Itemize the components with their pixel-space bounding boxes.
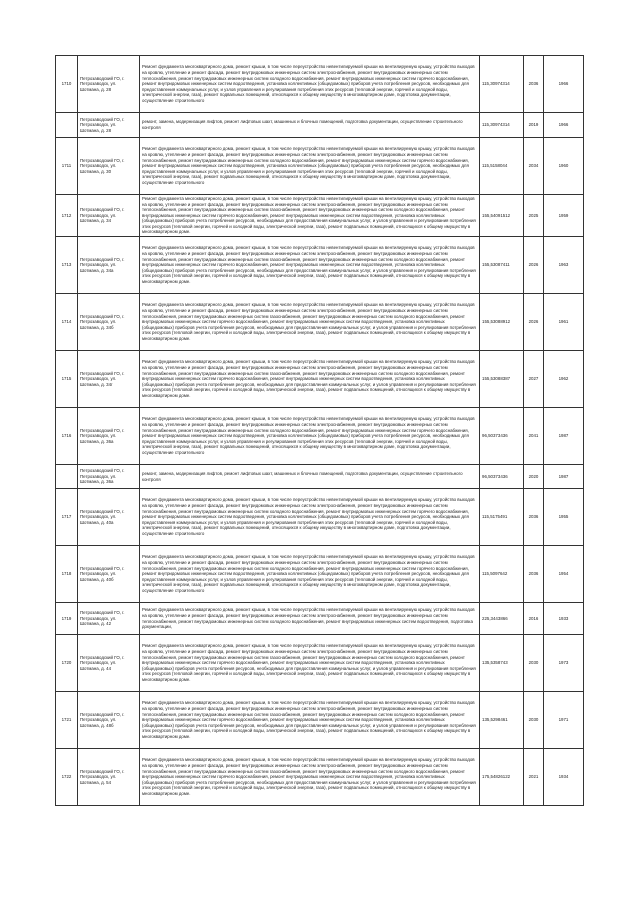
address-cell-text: Петрозаводский ГО, г. Петрозаводск, ул. Шотмана, д. 40а [80,508,125,525]
planned-year-cell [524,546,544,603]
build-year-cell [544,237,584,294]
planned-year-cell-text: 2016 [528,615,539,621]
address-cell-text: Петрозаводский ГО, г. Петрозаводск, ул. Шотмана, д. 34г [80,370,125,387]
address-cell [78,195,140,237]
table-row [56,465,584,489]
address-cell [78,138,140,195]
cost-cell [480,749,524,806]
planned-year-cell-text: 2026 [528,262,539,268]
works-description-cell [140,195,480,237]
row-number [56,749,78,806]
works-description-cell-text: Ремонт фундамента многоквартирного дома, ремонт крыши, в том числе переустройство невентилируемой крыши на вентилируемую крышу, устройство выходов на кровлю, утепление и ремонт фасада, ремонт внутридомовых инженерных систем электроснабжения, ремонт внутридомовых инженерных систем теплоснабжения, ремонт внутридомовых инженерных систем холодного водоснабжения, ремонт внутридомовых инженерных систем горячего водоснабжения, ремонт внутридомовых инженерных систем водоотведения, установка коллективных (общедомовых) приборов учета потребления ресурсов, необходимых для предоставления коммунальных услуг, и узлов управления и регулирования потребления этих ресурсов (тепловой энергии, горячей и холодной воды, электрической энергии, газа), ремонт подвальных помещений, относящихся к общему имуществу в многоквартирном доме, подготовка документации, осуществление строительного [142,416,475,455]
build-year-cell-text: 1954 [558,571,569,577]
cost-cell-text: 115,5175491 [482,514,508,520]
cost-cell-text: 155,53087411 [482,262,510,268]
works-description-cell [140,603,480,635]
row-number [56,138,78,195]
planned-year-cell [524,294,544,351]
table-row [56,635,584,692]
table-row [56,351,584,408]
row-number-text: 1721 [61,717,72,723]
planned-year-cell [524,465,544,489]
build-year-cell [544,603,584,635]
address-cell-text: Петрозаводский ГО, г. Петрозаводск, ул. Шотмана, д. 36а [80,427,125,444]
cost-cell [480,603,524,635]
works-description-cell-text: Ремонт фундамента многоквартирного дома, ремонт крыши, в том числе переустройство невентилируемой крыши на вентилируемую крышу, устройство выходов на кровлю, утепление и ремонт фасада, ремонт внутридомовых инженерных систем электроснабжения, ремонт внутридомовых инженерных систем теплоснабжения, ремонт внутридомовых инженерных систем газоснабжения, ремонт внутридомовых инженерных систем холодного водоснабжения, ремонт внутридомовых инженерных систем горячего водоснабжения, ремонт внутридомовых инженерных систем водоотведения, установка коллективных (общедомовых) приборов учета потребления ресурсов, необходимых для предоставления коммунальных услуг, и узлов управления и регулирования потребления этих ресурсов (тепловой энергии, горячей и холодной воды, электрической энергии, газа), ремонт подвальных помещений, относящихся к общему имуществу в многоквартирном доме. [142,700,476,739]
build-year-cell-text: 1955 [558,514,569,520]
build-year-cell-text: 1934 [558,774,569,780]
address-cell-text: Петрозаводский ГО, г. Петрозаводск, ул. Шотмана, д. 42 [80,610,125,627]
table-row [56,56,584,113]
works-description-cell-text: ремонт, замена, модернизация лифтов, ремонт лифтовых шахт, машинных и блочных помещений, подготовка документации, осуществление строительного контроля [142,470,463,482]
cost-cell [480,56,524,113]
row-number [56,351,78,408]
address-cell-text: Петрозаводский ГО, г. Петрозаводск, ул. Шотмана, д. 34б [80,313,125,330]
table-row [56,294,584,351]
row-number [56,489,78,546]
cost-cell-text: 96,50373436 [482,433,508,439]
works-description-cell [140,351,480,408]
address-cell [78,635,140,692]
address-cell [78,489,140,546]
address-cell [78,749,140,806]
planned-year-cell [524,113,544,138]
row-number-text: 1719 [61,615,72,621]
row-number-text: 1717 [61,514,72,520]
address-cell-text: Петрозаводский ГО, г. Петрозаводск, ул. Шотмана, д. 48б [80,711,125,728]
cost-cell-text: 155,53088387 [482,376,511,382]
build-year-cell-text: 1987 [558,433,569,439]
works-description-cell [140,237,480,294]
works-description-cell-text: Ремонт фундамента многоквартирного дома, ремонт крыши, в том числе переустройство невентилируемой крыши на вентилируемую крышу, устройство выходов на кровлю, утепление и ремонт фасада, ремонт внутридомовых инженерных систем электроснабжения, ремонт внутридомовых инженерных систем теплоснабжения, ремонт внутридомовых инженерных систем газоснабжения, ремонт внутридомовых инженерных систем холодного водоснабжения, ремонт внутридомовых инженерных систем горячего водоснабжения, ремонт внутридомовых инженерных систем водоотведения, установка коллективных (общедомовых) приборов учета потребления ресурсов, необходимых для предоставления коммунальных услуг, и узлов управления и регулирования потребления этих ресурсов (тепловой энергии, горячей и холодной воды, электрической энергии, газа), ремонт подвальных помещений, относящихся к общему имуществу в многоквартирном доме. [142,302,476,341]
address-cell-text: Петрозаводский ГО, г. Петрозаводск, ул. Шотмана, д. 34 [80,207,125,224]
row-number [56,408,78,465]
row-number-text: 1715 [61,376,72,382]
row-number-text: 1718 [61,571,72,577]
build-year-cell [544,195,584,237]
address-cell-text: Петрозаводский ГО, г. Петрозаводск, ул. Шотмана, д. 30 [80,157,125,174]
cost-cell [480,408,524,465]
cost-cell-text: 175,54826122 [482,774,511,780]
cost-cell [480,113,524,138]
row-number-text: 1722 [61,774,72,780]
build-year-cell [544,465,584,489]
address-cell [78,465,140,489]
build-year-cell-text: 1962 [558,376,569,382]
planned-year-cell-text: 2025 [528,212,539,218]
build-year-cell-text: 1959 [558,212,569,218]
build-year-cell [544,489,584,546]
cost-cell-text: 115,30974314 [482,81,510,87]
address-cell [78,546,140,603]
cost-cell-text: 155,54091512 [482,212,511,218]
build-year-cell [544,546,584,603]
address-cell-text: Петрозаводский ГО, г. Петрозаводск, ул. Шотмана, д. 36а [80,468,125,485]
cost-cell-text: 96,50373436 [482,473,508,479]
row-number-text: 1711 [61,163,72,169]
address-cell [78,692,140,749]
planned-year-cell [524,635,544,692]
cost-cell [480,138,524,195]
planned-year-cell-text: 2019 [528,122,539,128]
cost-cell [480,195,524,237]
works-description-cell-text: Ремонт фундамента многоквартирного дома, ремонт крыши, в том числе переустройство невентилируемой крыши на вентилируемую крышу, устройство выходов на кровлю, утепление и ремонт фасада, ремонт внутридомовых инженерных систем электроснабжения, ремонт внутридомовых инженерных систем теплоснабжения, ремонт внутридомовых инженерных систем холодного водоснабжения, ремонт внутридомовых инженерных систем горячего водоснабжения, ремонт внутридомовых инженерных систем водоотведения, установка коллективных (общедомовых) приборов учета потребления ресурсов, необходимых для предоставления коммунальных услуг, и узлов управления и регулирования потребления этих ресурсов (тепловой энергии, горячей и холодной воды, электрической энергии, газа), ремонт подвальных помещений, относящихся к общему имуществу в многоквартирном доме, подготовка документации, осуществление строительного [142,497,475,536]
works-description-cell [140,749,480,806]
table-row [56,489,584,546]
cost-cell [480,692,524,749]
cost-cell-text: 135,5298461 [482,717,508,723]
works-description-cell [140,692,480,749]
works-description-cell-text: Ремонт фундамента многоквартирного дома, ремонт крыши, в том числе переустройство невентилируемой крыши на вентилируемую крышу, устройство выходов на кровлю, утепление и ремонт фасада, ремонт внутридомовых инженерных систем электроснабжения, ремонт внутридомовых инженерных систем теплоснабжения, ремонт внутридомовых инженерных систем газоснабжения, ремонт внутридомовых инженерных систем холодного водоснабжения, ремонт внутридомовых инженерных систем горячего водоснабжения, ремонт внутридомовых инженерных систем водоотведения, установка коллективных (общедомовых) приборов учета потребления ресурсов, необходимых для предоставления коммунальных услуг, и узлов управления и регулирования потребления этих ресурсов (тепловой энергии, горячей и холодной воды, электрической энергии, газа), ремонт подвальных помещений, относящихся к общему имуществу в многоквартирном доме. [142,245,476,284]
works-description-cell [140,408,480,465]
works-description-cell [140,113,480,138]
works-description-cell [140,546,480,603]
cost-cell [480,635,524,692]
address-cell [78,294,140,351]
row-number-text: 1716 [61,433,72,439]
works-description-cell-text: Ремонт фундамента многоквартирного дома, ремонт крыши, в том числе переустройство невентилируемой крыши на вентилируемую крышу, устройство выходов на кровлю, утепление и ремонт фасада, ремонт внутридомовых инженерных систем электроснабжения, ремонт внутридомовых инженерных систем теплоснабжения, ремонт внутридомовых инженерных систем газоснабжения, ремонт внутридомовых инженерных систем холодного водоснабжения, ремонт внутридомовых инженерных систем горячего водоснабжения, ремонт внутридомовых инженерных систем водоотведения, установка коллективных (общедомовых) приборов учета потребления ресурсов, необходимых для предоставления коммунальных услуг, и узлов управления и регулирования потребления этих ресурсов (тепловой энергии, горячей и холодной воды, электрической энергии, газа), ремонт подвальных помещений, относящихся к общему имуществу в многоквартирном доме. [142,195,476,235]
table-row [56,408,584,465]
address-cell-text: Петрозаводский ГО, г. Петрозаводск, ул. Шотмана, д. 54 [80,768,125,785]
build-year-cell-text: 1966 [558,81,569,87]
planned-year-cell [524,237,544,294]
address-cell [78,113,140,138]
table-row [56,237,584,294]
table-row [56,138,584,195]
build-year-cell [544,635,584,692]
row-number [56,546,78,603]
address-cell [78,408,140,465]
cost-cell [480,546,524,603]
cost-cell [480,489,524,546]
build-year-cell [544,351,584,408]
planned-year-cell [524,195,544,237]
cost-cell [480,465,524,489]
build-year-cell-text: 1933 [558,615,569,621]
row-number [56,237,78,294]
cost-cell-text: 155,53088912 [482,319,511,325]
row-number [56,465,78,489]
planned-year-cell-text: 2036 [528,571,539,577]
build-year-cell-text: 1987 [558,473,569,479]
build-year-cell [544,138,584,195]
table-row [56,195,584,237]
planned-year-cell-text: 2027 [528,376,539,382]
row-number [56,113,78,138]
planned-year-cell [524,138,544,195]
planned-year-cell [524,603,544,635]
works-description-cell [140,138,480,195]
build-year-cell [544,56,584,113]
planned-year-cell-text: 2026 [528,319,539,325]
works-description-cell-text: ремонт, замена, модернизация лифтов, ремонт лифтовых шахт, машинных и блочных помещений, подготовка документации, осуществление строительного контроля [142,119,463,130]
planned-year-cell [524,749,544,806]
cost-cell-text: 225,3443866 [482,615,508,621]
row-number [56,603,78,635]
works-description-cell [140,489,480,546]
cost-cell-text: 115,5097642 [482,571,508,577]
cost-cell [480,294,524,351]
works-description-cell-text: Ремонт фундамента многоквартирного дома, ремонт крыши, в том числе переустройство невентилируемой крыши на вентилируемую крышу, устройство выходов на кровлю, утепление и ремонт фасада, ремонт внутридомовых инженерных систем электроснабжения, ремонт внутридомовых инженерных систем теплоснабжения, ремонт внутридомовых инженерных систем холодного водоснабжения, ремонт внутридомовых инженерных систем горячего водоснабжения, ремонт внутридомовых инженерных систем водоотведения, установка коллективных (общедомовых) приборов учета потребления ресурсов, необходимых для предоставления коммунальных услуг, и узлов управления и регулирования потребления этих ресурсов (тепловой энергии, горячей и холодной воды, электрической энергии, газа), ремонт подвальных помещений, относящихся к общему имуществу в многоквартирном доме, подготовка документации, осуществление строительного [142,64,475,103]
row-number [56,692,78,749]
works-description-cell-text: Ремонт фундамента многоквартирного дома, ремонт крыши, в том числе переустройство невентилируемой крыши на вентилируемую крышу, устройство выходов на кровлю, утепление и ремонт фасада, ремонт внутридомовых инженерных систем электроснабжения, ремонт внутридомовых инженерных систем теплоснабжения, ремонт внутридомовых инженерных систем холодного водоснабжения, ремонт внутридомовых инженерных систем горячего водоснабжения, ремонт внутридомовых инженерных систем водоотведения, установка коллективных (общедомовых) приборов учета потребления ресурсов, необходимых для предоставления коммунальных услуг, и узлов управления и регулирования потребления этих ресурсов (тепловой энергии, горячей и холодной воды, электрической энергии, газа), ремонт подвальных помещений, относящихся к общему имуществу в многоквартирном доме, подготовка документации, осуществление строительного [142,554,475,593]
planned-year-cell-text: 2034 [528,163,539,169]
address-cell [78,237,140,294]
works-description-cell-text: Ремонт фундамента многоквартирного дома, ремонт крыши, в том числе переустройство невентилируемой крыши на вентилируемую крышу, устройство выходов на кровлю, утепление и ремонт фасада, ремонт внутридомовых инженерных систем электроснабжения, ремонт внутридомовых инженерных систем теплоснабжения, ремонт внутридомовых инженерных систем газоснабжения, ремонт внутридомовых инженерных систем холодного водоснабжения, ремонт внутридомовых инженерных систем горячего водоснабжения, ремонт внутридомовых инженерных систем водоотведения, установка коллективных (общедомовых) приборов учета потребления ресурсов, необходимых для предоставления коммунальных услуг, и узлов управления и регулирования потребления этих ресурсов (тепловой энергии, горячей и холодной воды, электрической энергии, газа), ремонт подвальных помещений, относящихся к общему имуществу в многоквартирном доме. [142,757,476,796]
planned-year-cell-text: 2041 [528,433,539,439]
works-description-cell-text: Ремонт фундамента многоквартирного дома, ремонт крыши, в том числе переустройство невентилируемой крыши на вентилируемую крышу, устройство выходов на кровлю, утепление и ремонт фасада, ремонт внутридомовых инженерных систем электроснабжения, ремонт внутридомовых инженерных систем теплоснабжения, ремонт внутридомовых инженерных систем холодного водоснабжения, ремонт внутридомовых инженерных систем водоотведения, подготовка документации, [142,607,475,630]
planned-year-cell [524,408,544,465]
cost-cell-text: 115,30974314 [482,122,510,128]
address-cell [78,351,140,408]
row-number-text: 1713 [61,262,72,268]
build-year-cell [544,294,584,351]
build-year-cell-text: 1963 [558,262,569,268]
row-number-text: 1712 [61,212,72,218]
build-year-cell [544,692,584,749]
table-row [56,749,584,806]
works-description-cell [140,294,480,351]
cost-cell [480,237,524,294]
table-row [56,603,584,635]
planned-year-cell [524,351,544,408]
table-row [56,546,584,603]
planned-year-cell-text: 2030 [528,660,539,666]
works-description-cell-text: Ремонт фундамента многоквартирного дома, ремонт крыши, в том числе переустройство невентилируемой крыши на вентилируемую крышу, устройство выходов на кровлю, утепление и ремонт фасада, ремонт внутридомовых инженерных систем электроснабжения, ремонт внутридомовых инженерных систем теплоснабжения, ремонт внутридомовых инженерных систем газоснабжения, ремонт внутридомовых инженерных систем холодного водоснабжения, ремонт внутридомовых инженерных систем горячего водоснабжения, ремонт внутридомовых инженерных систем водоотведения, установка коллективных (общедомовых) приборов учета потребления ресурсов, необходимых для предоставления коммунальных услуг, и узлов управления и регулирования потребления этих ресурсов (тепловой энергии, горячей и холодной воды, электрической энергии, газа), ремонт подвальных помещений, относящихся к общему имуществу в многоквартирном доме. [142,359,476,398]
planned-year-cell [524,692,544,749]
row-number [56,195,78,237]
address-cell [78,56,140,113]
works-description-cell [140,56,480,113]
planned-year-cell [524,56,544,113]
capital-repair-table [55,55,584,806]
build-year-cell [544,408,584,465]
planned-year-cell-text: 2036 [528,514,539,520]
address-cell [78,603,140,635]
row-number [56,635,78,692]
table-row [56,692,584,749]
row-number-text: 1720 [61,660,72,666]
address-cell-text: Петрозаводский ГО, г. Петрозаводск, ул. Шотмана, д. 44 [80,654,125,671]
build-year-cell [544,749,584,806]
cost-cell [480,351,524,408]
planned-year-cell-text: 2036 [528,81,539,87]
planned-year-cell-text: 2021 [528,774,539,780]
row-number [56,56,78,113]
build-year-cell-text: 1966 [558,122,569,128]
works-description-cell-text: Ремонт фундамента многоквартирного дома, ремонт крыши, в том числе переустройство невентилируемой крыши на вентилируемую крышу, устройство выходов на кровлю, утепление и ремонт фасада, ремонт внутридомовых инженерных систем электроснабжения, ремонт внутридомовых инженерных систем теплоснабжения, ремонт внутридомовых инженерных систем холодного водоснабжения, ремонт внутридомовых инженерных систем горячего водоснабжения, ремонт внутридомовых инженерных систем водоотведения, установка коллективных (общедомовых) приборов учета потребления ресурсов, необходимых для предоставления коммунальных услуг, и узлов управления и регулирования потребления этих ресурсов (тепловой энергии, горячей и холодной воды, электрической энергии, газа), ремонт подвальных помещений, относящихся к общему имуществу в многоквартирном доме, подготовка документации, осуществление строительного [142,146,475,185]
cost-cell-text: 115,5158044 [482,163,508,169]
planned-year-cell-text: 2020 [528,473,539,479]
works-description-cell [140,635,480,692]
build-year-cell-text: 1961 [558,319,569,325]
row-number-text: 1710 [61,81,72,87]
build-year-cell [544,113,584,138]
works-description-cell [140,465,480,489]
address-cell-text: Петрозаводский ГО, г. Петрозаводск, ул. Шотмана, д. 34а [80,256,125,273]
planned-year-cell [524,489,544,546]
address-cell-text: Петрозаводский ГО, г. Петрозаводск, ул. Шотмана, д. 28 [80,75,125,92]
works-description-cell-text: Ремонт фундамента многоквартирного дома, ремонт крыши, в том числе переустройство невентилируемой крыши на вентилируемую крышу, устройство выходов на кровлю, утепление и ремонт фасада, ремонт внутридомовых инженерных систем электроснабжения, ремонт внутридомовых инженерных систем теплоснабжения, ремонт внутридомовых инженерных систем газоснабжения, ремонт внутридомовых инженерных систем холодного водоснабжения, ремонт внутридомовых инженерных систем горячего водоснабжения, ремонт внутридомовых инженерных систем водоотведения, установка коллективных (общедомовых) приборов учета потребления ресурсов, необходимых для предоставления коммунальных услуг, и узлов управления и регулирования потребления этих ресурсов (тепловой энергии, горячей и холодной воды, электрической энергии, газа), ремонт подвальных помещений, относящихся к общему имуществу в многоквартирном доме. [142,643,476,682]
document-page [55,55,583,806]
planned-year-cell-text: 2030 [528,717,539,723]
row-number-text: 1714 [61,319,72,325]
table-body [56,56,584,806]
cost-cell-text: 135,5358743 [482,660,508,666]
table-row [56,113,584,138]
build-year-cell-text: 1971 [558,717,569,723]
build-year-cell-text: 1960 [558,163,569,169]
row-number [56,294,78,351]
address-cell-text: Петрозаводский ГО, г. Петрозаводск, ул. Шотмана, д. 40б [80,565,125,582]
address-cell-text: Петрозаводский ГО, г. Петрозаводск, ул. Шотмана, д. 28 [80,116,125,133]
build-year-cell-text: 1973 [558,660,569,666]
